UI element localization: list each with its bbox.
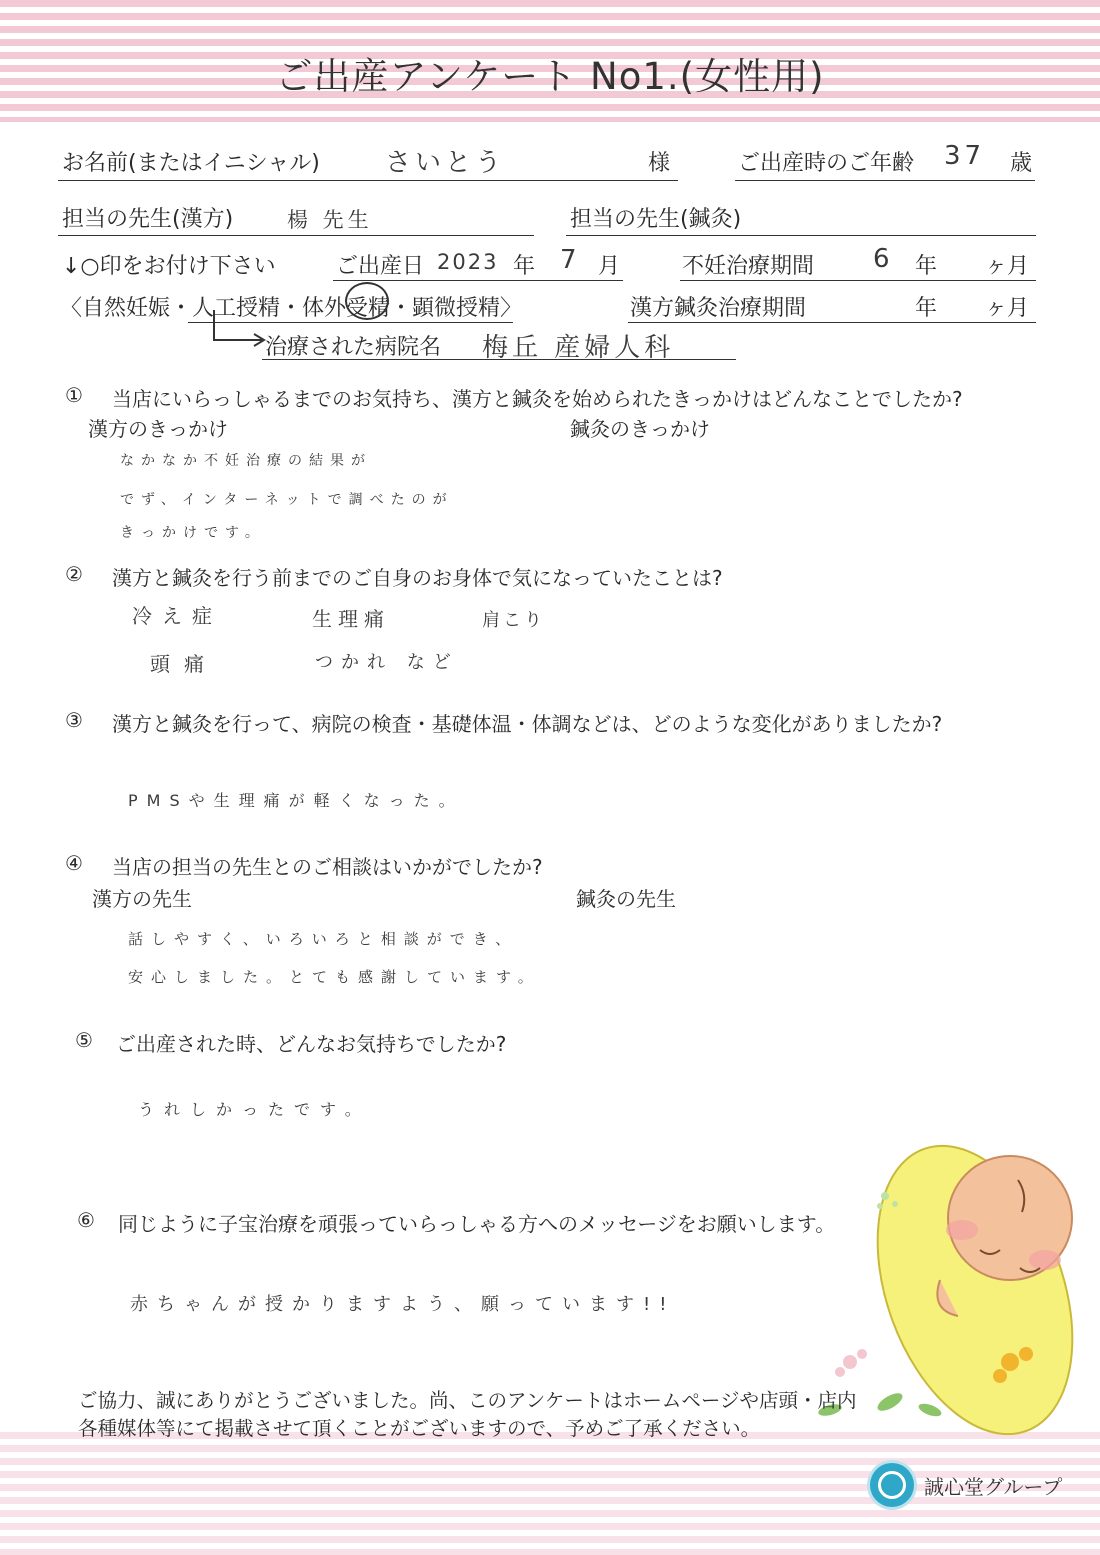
question-4-kampo-sub: 漢方の先生 bbox=[92, 887, 192, 911]
question-6-number: ⑥ bbox=[77, 1208, 95, 1232]
kampo-teacher-value: 楊 先生 bbox=[287, 208, 373, 232]
question-6-answer-line: 赤ちゃんが授かりますよう、願っています!! bbox=[130, 1294, 676, 1315]
name-label: お名前(またはイニシャル) bbox=[62, 151, 320, 176]
question-2-number: ② bbox=[65, 562, 83, 586]
logo-mark-icon bbox=[870, 1463, 914, 1507]
question-3-number: ③ bbox=[65, 708, 83, 732]
question-3-answer-line: PMSや生理痛が軽くなった。 bbox=[128, 791, 464, 810]
footer-line-2: 各種媒体等にて掲載させて頂くことがございますので、予めご了承ください。 bbox=[78, 1417, 761, 1440]
infertility-years: 6 bbox=[873, 244, 894, 274]
hospital-underline bbox=[262, 359, 736, 360]
infertility-year-unit: 年 bbox=[915, 254, 938, 279]
kampo-period-year-unit: 年 bbox=[915, 296, 938, 321]
question-1-text: 当店にいらっしゃるまでのお気持ち、漢方と鍼灸を始められたきっかけはどんなことでしたか? bbox=[112, 387, 963, 411]
infertility-label: 不妊治療期間 bbox=[682, 254, 815, 279]
age-value: 37 bbox=[944, 141, 986, 171]
birth-date-underline bbox=[333, 280, 623, 281]
selected-option-circle bbox=[345, 282, 389, 320]
page-title: ご出産アンケート No1.(女性用) bbox=[275, 55, 825, 98]
question-2-answer-item: 頭痛 bbox=[150, 652, 218, 676]
hospital-arrow-icon bbox=[210, 308, 270, 348]
name-value: さいとう bbox=[385, 148, 506, 178]
birth-month: 7 bbox=[560, 245, 581, 275]
question-4-answer-line: 安心しました。とても感謝しています。 bbox=[128, 968, 541, 986]
birth-year: 2023 bbox=[437, 250, 499, 274]
question-2-answer-item: 生理痛 bbox=[312, 607, 390, 631]
question-6-text: 同じように子宝治療を頑張っていらっしゃる方へのメッセージをお願いします。 bbox=[118, 1212, 836, 1236]
kampo-teacher-underline bbox=[58, 235, 534, 236]
infertility-underline bbox=[680, 280, 1036, 281]
age-underline bbox=[735, 180, 1035, 181]
question-2-text: 漢方と鍼灸を行う前までのご自身のお身体で気になっていたことは? bbox=[112, 566, 723, 590]
company-logo bbox=[870, 1463, 1062, 1507]
acu-teacher-underline bbox=[566, 235, 1036, 236]
question-1-answer-line: なかなか不妊治療の結果が bbox=[120, 453, 372, 469]
birth-date-label: ご出産日 bbox=[336, 254, 425, 279]
circle-instruction: ↓○印をお付け下さい bbox=[62, 254, 276, 279]
kampo-period-label: 漢方鍼灸治療期間 bbox=[630, 296, 807, 321]
footer-line-1: ご協力、誠にありがとうございました。尚、このアンケートはホームページや店頭・店内 bbox=[78, 1389, 857, 1412]
question-2-answer-item: 肩こり bbox=[482, 610, 545, 631]
question-1-number: ① bbox=[65, 383, 83, 407]
birth-month-unit: 月 bbox=[598, 254, 621, 279]
age-label: ご出産時のご年齢 bbox=[738, 151, 915, 176]
name-suffix: 様 bbox=[648, 151, 671, 176]
infertility-month-unit: ヶ月 bbox=[985, 254, 1030, 279]
question-3-text: 漢方と鍼灸を行って、病院の検査・基礎体温・体調などは、どのような変化がありましたか? bbox=[112, 712, 943, 736]
hospital-value: 梅丘 産婦人科 bbox=[482, 333, 675, 363]
question-1-acu-sub: 鍼灸のきっかけ bbox=[570, 417, 710, 441]
kampo-period-underline bbox=[628, 322, 1036, 323]
question-4-answer-line: 話しやすく、いろいろと相談ができ、 bbox=[128, 930, 519, 948]
question-2-answer-item: 冷え症 bbox=[132, 604, 222, 628]
question-5-text: ご出産された時、どんなお気持ちでしたか? bbox=[116, 1032, 507, 1056]
question-1-answer-line: でず、インターネットで調べたのが bbox=[120, 492, 454, 508]
question-4-number: ④ bbox=[65, 851, 83, 875]
birth-year-unit: 年 bbox=[513, 254, 536, 279]
question-4-text: 当店の担当の先生とのご相談はいかがでしたか? bbox=[112, 855, 543, 879]
question-5-number: ⑤ bbox=[75, 1028, 93, 1052]
name-underline bbox=[58, 180, 678, 181]
question-2-answer-item: つかれ など bbox=[315, 652, 459, 673]
question-5-answer-line: うれしかったです。 bbox=[138, 1100, 371, 1119]
logo-name: 誠心堂グループ bbox=[924, 1474, 1063, 1499]
acu-teacher-label: 担当の先生(鍼灸) bbox=[570, 207, 742, 232]
question-1-answer-line: きっかけです。 bbox=[120, 525, 266, 541]
kampo-teacher-label: 担当の先生(漢方) bbox=[62, 207, 234, 232]
question-1-kampo-sub: 漢方のきっかけ bbox=[88, 417, 228, 441]
hospital-label: 治療された病院名 bbox=[265, 335, 442, 360]
pregnancy-options: 〈自然妊娠・人工授精・体外受精・顕微授精〉 bbox=[60, 296, 523, 321]
age-unit: 歳 bbox=[1010, 151, 1033, 176]
kampo-period-month-unit: ヶ月 bbox=[985, 296, 1030, 321]
question-4-acu-sub: 鍼灸の先生 bbox=[576, 887, 676, 911]
